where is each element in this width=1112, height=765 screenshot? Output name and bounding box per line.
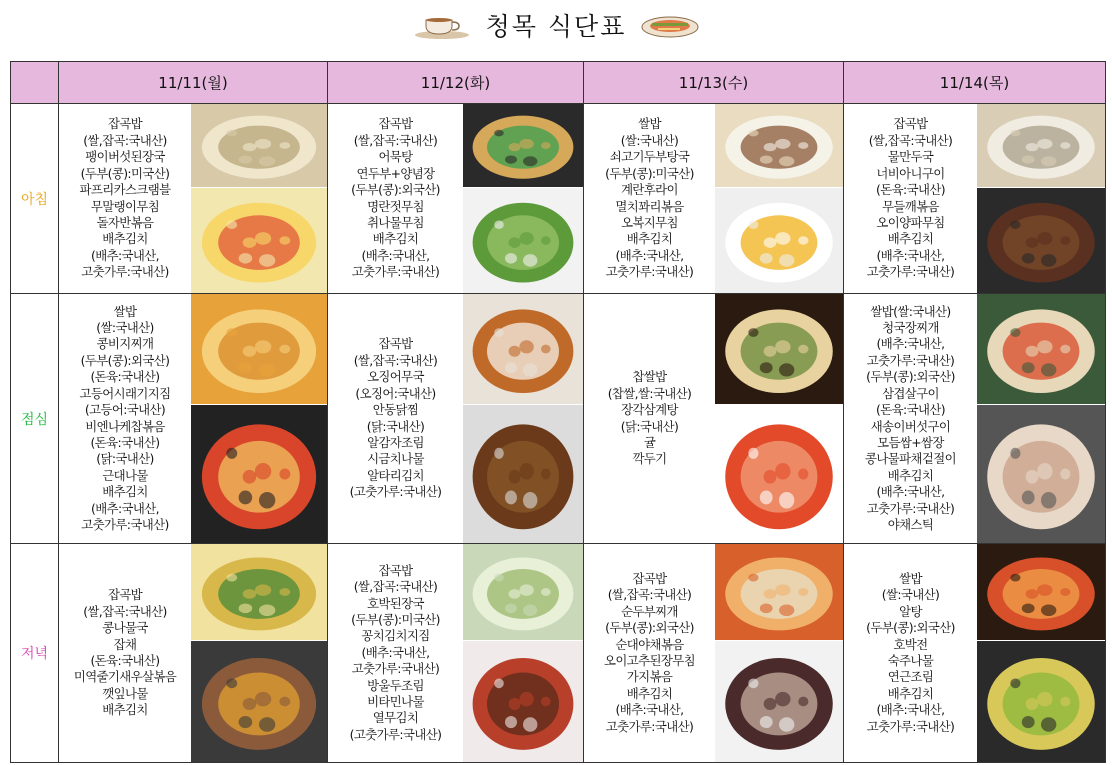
menu-item: 숙주나물 [887, 653, 934, 668]
menu-item: 잡곡밥 [378, 562, 413, 578]
dish-photo [191, 294, 327, 405]
menu-item: (쌀,잡곡:국내산) [353, 352, 438, 368]
menu-item: 고춧가루:국내산) [351, 661, 440, 677]
menu-item: (두부(콩):미국산) [605, 165, 694, 181]
menu-item: (배추:국내산, [91, 247, 159, 263]
menu-item: 호박된장국 [367, 595, 424, 611]
dish-photos [191, 544, 327, 762]
dish-photo [191, 641, 327, 762]
noodle-soup-photo [191, 104, 327, 187]
menu-items [328, 294, 463, 543]
tofu-soup-photo [715, 104, 843, 187]
menu-item: (오징어:국내산) [355, 385, 436, 401]
corner-cell [11, 62, 59, 104]
menu-item: 오징어무국 [367, 369, 424, 385]
menu-item: 무말랭이무침 [90, 198, 160, 214]
menu-item: (배추:국내산, [876, 484, 945, 500]
menu-items [844, 544, 977, 762]
menu-item: 미역줄기새우살볶음 [73, 669, 177, 685]
day-header: 11/13(수) [584, 62, 844, 104]
menu-item: 깻잎나물 [102, 685, 148, 701]
dish-photo [977, 405, 1105, 543]
menu-item: 방울두조림 [367, 677, 424, 693]
menu-item: 배추김치 [887, 467, 934, 483]
menu-item: 연두부+양념장 [356, 165, 435, 181]
menu-item: 장각삼계탕 [621, 402, 678, 418]
zucchini-soup-photo [463, 544, 583, 640]
menu-item: 알탕 [899, 603, 922, 619]
meal-label-lunch [11, 294, 59, 544]
menu-item: 어묵탕 [378, 149, 413, 165]
menu-item: 배추김치 [102, 231, 148, 247]
menu-item: (닭:국내산) [366, 418, 425, 434]
menu-item: 잡채 [113, 636, 137, 652]
menu-item: (쌀,잡곡:국내산) [607, 587, 692, 603]
menu-items [59, 544, 191, 762]
menu-item: 배추김치 [626, 685, 673, 701]
menu-item: 콩비지찌개 [96, 336, 154, 352]
menu-item: (배추:국내산, [876, 336, 945, 352]
menu-item: 쇠고기두부탕국 [609, 149, 690, 165]
greens-salad-photo [463, 188, 583, 293]
dish-photos [715, 104, 843, 293]
menu-item: 청국장찌개 [882, 320, 939, 336]
menu-item: 잡곡밥 [378, 116, 413, 132]
dish-photos [463, 544, 583, 762]
menu-item: 배추김치 [887, 685, 934, 701]
menu-item: 너비아니구이 [876, 165, 945, 181]
menu-item: 배추김치 [887, 231, 934, 247]
dish-photo [977, 188, 1105, 293]
dish-photo [977, 641, 1105, 762]
menu-item: (찹쌀,쌀:국내산) [607, 385, 692, 401]
grilled-beef-photo [977, 188, 1105, 293]
menu-item: 고춧가루:국내산) [351, 264, 440, 280]
meal-label-dinner [11, 544, 59, 763]
menu-item: 근대나물 [102, 467, 148, 483]
menu-table [10, 61, 1106, 763]
menu-item: 가지볶음 [626, 669, 673, 685]
menu-cell [844, 294, 1106, 544]
menu-item: 명란젓무침 [367, 198, 424, 214]
menu-cell [584, 104, 844, 294]
dish-photo [715, 188, 843, 293]
menu-item: (배추:국내산, [361, 247, 430, 263]
menu-items [59, 104, 191, 293]
menu-item: 배추김치 [626, 231, 673, 247]
dish-photo [463, 104, 583, 188]
dish-photos [715, 294, 843, 543]
menu-item: 야채스틱 [887, 516, 934, 532]
menu-item: 돌자반볶음 [96, 214, 154, 230]
menu-item: 고춧가루:국내산) [866, 352, 955, 368]
menu-item: 콩나물국 [102, 620, 148, 636]
dish-photo [715, 544, 843, 641]
menu-cell [59, 294, 328, 544]
dish-photo [463, 188, 583, 293]
dish-photos [191, 104, 327, 293]
menu-item: (쌀,잡곡:국내산) [83, 603, 167, 619]
menu-item: 잡곡밥 [378, 336, 413, 352]
menu-item: 찹쌀밥 [632, 369, 667, 385]
breakfast-row [11, 104, 1106, 294]
dish-photos [463, 294, 583, 543]
dish-photo [191, 104, 327, 188]
dish-photo [715, 294, 843, 405]
menu-item: 물만두국 [887, 149, 934, 165]
menu-item: (닭:국내산) [96, 451, 154, 467]
menu-item: (배추:국내산, [615, 247, 684, 263]
menu-item: 팽이버섯된장국 [85, 149, 165, 165]
menu-item: 연근조림 [887, 669, 934, 685]
menu-item: (배추:국내산, [876, 702, 945, 718]
menu-item: 알타리김치 [367, 467, 424, 483]
dish-photo [463, 405, 583, 543]
menu-item: 콩나물파채겉절이 [865, 451, 956, 467]
soybean-stew-photo [191, 294, 327, 404]
menu-item: (쌀,잡곡:국내산) [868, 132, 953, 148]
menu-item: (돈육:국내산) [90, 369, 160, 385]
menu-item: 잡곡밥 [893, 116, 928, 132]
menu-cell [328, 544, 584, 763]
menu-item: 취나물무침 [367, 214, 424, 230]
menu-item: (고등어:국내산) [84, 402, 166, 418]
menu-cell [584, 544, 844, 763]
menu-item: 새송이버섯구이 [870, 418, 951, 434]
dish-photos [977, 544, 1105, 762]
menu-item: 쌀밥 [113, 303, 137, 319]
dish-photo [463, 544, 583, 641]
bean-sprout-soup-photo [191, 544, 327, 640]
braised-chicken-photo [463, 405, 583, 543]
menu-item: 오이양파무침 [876, 214, 945, 230]
menu-item: 배추김치 [102, 702, 148, 718]
menu-item: (두부(콩):외국산) [866, 620, 955, 636]
menu-items [584, 544, 715, 762]
menu-item: (두부(콩):미국산) [351, 611, 440, 627]
menu-item: 알감자조림 [367, 434, 424, 450]
sausage-stirfry-photo [191, 405, 327, 543]
menu-item: 오이고추된장무침 [604, 653, 695, 668]
menu-item: (쌀:국내산) [881, 587, 940, 603]
dinner-row [11, 544, 1106, 763]
dumpling-soup-photo [977, 104, 1105, 187]
day-header: 11/11(월) [59, 62, 328, 104]
menu-cell [844, 544, 1106, 763]
menu-item: 순두부찌개 [621, 603, 678, 619]
menu-item: 무들깨볶음 [882, 198, 939, 214]
menu-item: 고춧가루:국내산) [81, 264, 169, 280]
title-row [0, 0, 1112, 50]
menu-item: 고춧가루:국내산) [866, 718, 955, 734]
menu-item: 고춧가루:국내산) [866, 264, 955, 280]
menu-item: (고춧가루:국내산) [349, 484, 442, 500]
menu-item: (돈육:국내산) [876, 402, 945, 418]
menu-item: 열무김치 [372, 710, 419, 726]
menu-item: 깍두기 [632, 451, 667, 467]
menu-item: 쌀밥 [638, 116, 661, 132]
menu-items [59, 294, 191, 543]
menu-item: 쌀밥(쌀:국내산) [870, 303, 951, 319]
braised-saury-photo [463, 641, 583, 762]
menu-item: (쌀,잡곡:국내산) [353, 132, 438, 148]
dish-photo [977, 104, 1105, 188]
menu-item: (배추:국내산, [876, 247, 945, 263]
menu-cell [328, 294, 584, 544]
menu-item: (배추:국내산, [91, 500, 159, 516]
menu-item: (쌀:국내산) [620, 132, 679, 148]
menu-item: 배추김치 [102, 484, 148, 500]
dish-photos [463, 104, 583, 293]
menu-cell [328, 104, 584, 294]
dish-photo [191, 405, 327, 543]
dish-photo [977, 544, 1105, 641]
meal-label-breakfast [11, 104, 59, 294]
lunch-row [11, 294, 1106, 544]
dish-photo [715, 104, 843, 188]
menu-cell [59, 104, 328, 294]
menu-item: 삼겹살구이 [882, 385, 939, 401]
menu-item: 오복지무침 [621, 214, 678, 230]
day-header: 11/12(화) [328, 62, 584, 104]
meal-label-text: 점심 [20, 411, 49, 428]
menu-item: 순대야채볶음 [615, 636, 684, 652]
teacup-icon [412, 10, 472, 40]
dish-photos [191, 294, 327, 543]
menu-item: 비타민나물 [367, 694, 424, 710]
menu-items [328, 104, 463, 293]
menu-item: (두부(콩):외국산) [866, 369, 955, 385]
dish-photo [191, 544, 327, 641]
dish-photo [715, 405, 843, 543]
menu-items [844, 294, 977, 543]
menu-cell [844, 104, 1106, 294]
menu-item: 시금치나물 [367, 451, 424, 467]
menu-item: 고춧가루:국내산) [81, 516, 169, 532]
menu-item: 배추김치 [372, 231, 419, 247]
menu-item: 모듬쌈+쌈장 [877, 434, 944, 450]
dish-photos [977, 104, 1105, 293]
menu-item: 잡곡밥 [632, 570, 667, 586]
menu-item: (고춧가루:국내산) [349, 726, 442, 742]
meal-label-text: 아침 [20, 191, 49, 208]
menu-item: (두부(콩):미국산) [80, 165, 170, 181]
menu-item: 비엔나케찹볶음 [85, 418, 165, 434]
menu-item: 멸치꽈리볶음 [615, 198, 684, 214]
dish-photo [715, 641, 843, 762]
menu-item: 꽁치김치지짐 [361, 628, 430, 644]
menu-item: (배추:국내산, [615, 702, 684, 718]
cheonggukjang-photo [977, 294, 1105, 404]
menu-item: 파프리카스크램블 [79, 182, 171, 198]
meal-label-text: 저녁 [20, 646, 49, 662]
squid-soup-photo [463, 294, 583, 404]
menu-items [844, 104, 977, 293]
japchae-photo [191, 641, 327, 762]
pork-belly-grill-photo [977, 405, 1105, 543]
menu-item: 고등어시래기지짐 [79, 385, 171, 401]
zucchini-pancake-photo [977, 641, 1105, 762]
menu-item: 안동닭찜 [372, 402, 419, 418]
menu-item: 잡곡밥 [107, 587, 143, 603]
menu-item: 계란후라이 [621, 182, 678, 198]
menu-item: 귤 [643, 434, 656, 450]
menu-items [584, 104, 715, 293]
page-title: 청목 식단표 [485, 12, 627, 41]
menu-item: (닭:국내산) [620, 418, 679, 434]
dish-photos [715, 544, 843, 762]
scrambled-egg-photo [191, 188, 327, 293]
dish-photos [977, 294, 1105, 543]
dish-photo [191, 188, 327, 293]
menu-item: (돈육:국내산) [90, 434, 160, 450]
menu-item: 고춧가루:국내산) [605, 264, 694, 280]
menu-item: (두부(콩):외국산) [351, 182, 440, 198]
dish-photo [463, 294, 583, 405]
dish-photo [977, 294, 1105, 405]
fried-egg-photo [715, 188, 843, 293]
sundae-stirfry-photo [715, 641, 843, 762]
menu-item: 호박전 [893, 636, 928, 652]
menu-item: (두부(콩):외국산) [605, 620, 694, 636]
menu-cell [59, 544, 328, 763]
menu-item: (쌀:국내산) [96, 320, 154, 336]
menu-item: (쌀,잡곡:국내산) [353, 579, 438, 595]
menu-items [328, 544, 463, 762]
kkakdugi-photo [715, 405, 843, 543]
sundubu-stew-photo [715, 544, 843, 640]
menu-item: (돈육:국내산) [90, 653, 160, 668]
day-header: 11/14(목) [844, 62, 1106, 104]
menu-item: 잡곡밥 [107, 116, 143, 132]
dish-icon [640, 10, 700, 40]
dish-photo [463, 641, 583, 762]
menu-cell [584, 294, 844, 544]
spicy-fish-roe-stew-photo [977, 544, 1105, 640]
fish-cake-soup-photo [463, 104, 583, 187]
menu-item: (돈육:국내산) [876, 182, 945, 198]
menu-item: 고춧가루:국내산) [605, 718, 694, 734]
menu-item: 쌀밥 [899, 570, 922, 586]
menu-item: 고춧가루:국내산) [866, 500, 955, 516]
menu-item: (두부(콩):외국산) [80, 352, 170, 368]
menu-item: (쌀,잡곡:국내산) [83, 132, 167, 148]
menu-items [584, 294, 715, 543]
samgyetang-photo [715, 294, 843, 404]
menu-item: (배추:국내산, [361, 644, 430, 660]
